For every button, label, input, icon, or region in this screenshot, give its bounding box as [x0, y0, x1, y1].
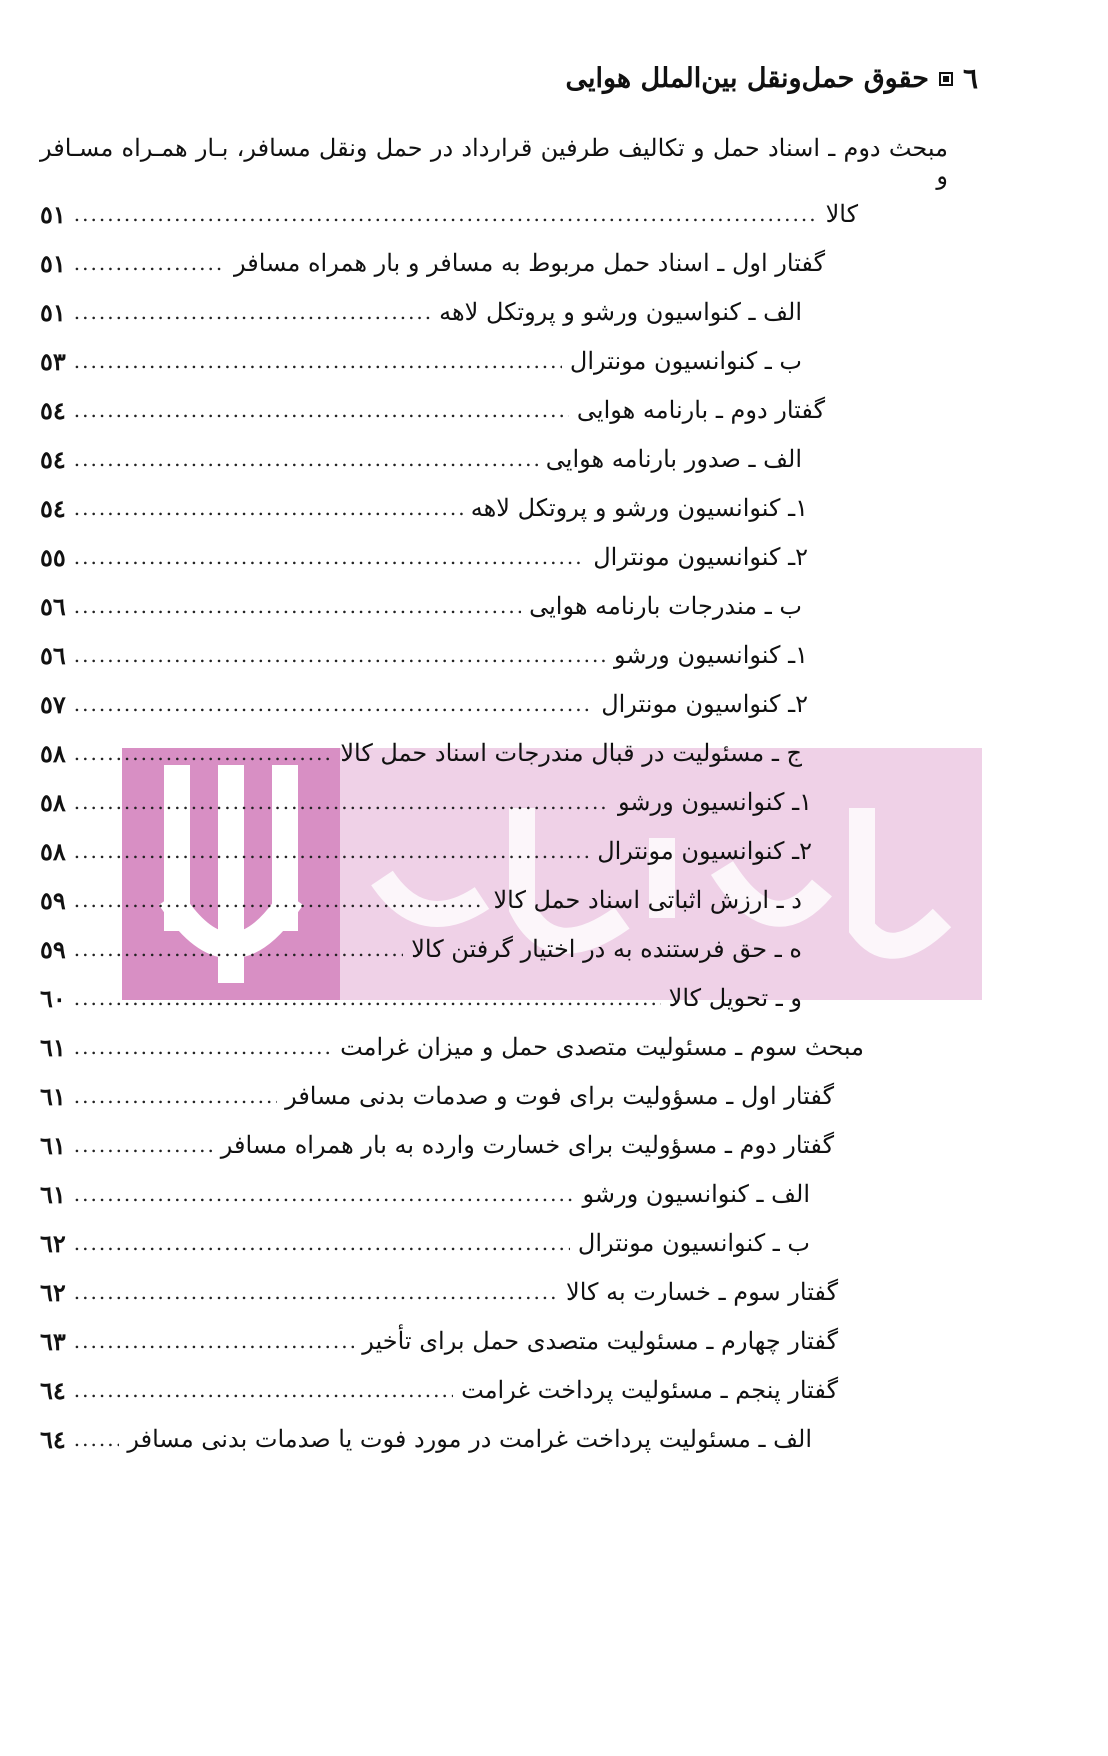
toc-entry[interactable] — [40, 1170, 810, 1218]
toc-entry-title: و ـ تحویل کالا — [668, 984, 802, 1012]
dot-leader — [74, 349, 562, 373]
toc-entry[interactable] — [40, 1072, 834, 1120]
dot-leader — [74, 937, 403, 961]
dot-leader — [74, 251, 226, 275]
toc-entry-page: ٦١ — [40, 1130, 66, 1160]
toc-entry-page: ٥٦ — [40, 640, 66, 670]
dot-leader — [74, 839, 589, 863]
toc-entry[interactable] — [40, 631, 808, 679]
dot-leader — [74, 888, 486, 912]
toc-entry-page: ٥١ — [40, 199, 66, 229]
dot-leader — [74, 1329, 355, 1353]
dot-leader — [74, 1280, 558, 1304]
toc-entry-page: ٥٧ — [40, 689, 66, 719]
toc-entry[interactable] — [40, 778, 812, 826]
toc-entry[interactable] — [40, 876, 802, 924]
dot-leader — [74, 741, 333, 765]
dot-leader — [74, 643, 606, 667]
toc-entry-page: ٦٣ — [40, 1326, 66, 1356]
toc-entry[interactable] — [40, 1317, 838, 1365]
toc-entry[interactable] — [40, 1219, 810, 1267]
toc-entry-title: گفتار اول ـ مسؤولیت برای فوت و صدمات بدنی مسافر — [285, 1082, 834, 1110]
toc-entry[interactable] — [40, 925, 802, 973]
toc-entry-page: ٦٠ — [40, 983, 66, 1013]
toc-entry-page: ٦١ — [40, 1179, 66, 1209]
toc-entry[interactable] — [40, 1415, 812, 1463]
toc-entry-title: الف ـ کنوانسیون ورشو — [582, 1180, 810, 1208]
toc-entry[interactable] — [40, 435, 802, 483]
toc-entry[interactable] — [40, 827, 812, 875]
toc-entry[interactable] — [40, 729, 802, 777]
toc-entry-title: ب ـ کنوانسیون مونترال — [577, 1229, 810, 1257]
dot-leader — [74, 1231, 570, 1255]
toc-entry[interactable] — [40, 974, 802, 1022]
dot-leader — [74, 1427, 120, 1451]
toc-entry-title: گفتار سوم ـ خسارت به کالا — [566, 1278, 838, 1306]
toc-entry[interactable] — [40, 190, 858, 238]
dot-leader — [74, 398, 569, 422]
toc-entry-title: گفتار چهارم ـ مسئولیت متصدی حمل برای تأخیر — [362, 1327, 838, 1355]
toc-entry-page: ٥٨ — [40, 787, 66, 817]
square-bullet-icon — [939, 72, 953, 86]
toc-entry[interactable] — [40, 337, 802, 385]
dot-leader — [74, 1182, 575, 1206]
toc-entry-title: گفتار پنجم ـ مسئولیت پرداخت غرامت — [461, 1376, 838, 1404]
toc-entry-title: گفتار دوم ـ بارنامه هوایی — [576, 396, 825, 424]
toc-entry[interactable] — [40, 1366, 838, 1414]
toc-entry-page: ٥٩ — [40, 934, 66, 964]
toc-entry-page: ٥٦ — [40, 591, 66, 621]
toc-entry[interactable] — [40, 1023, 864, 1071]
toc-entry-title: مبحث دوم ـ اسناد حمل و تکالیف طرفین قرارداد در حمل ونقل مسافر، بـار همـراه مسـافر و — [40, 134, 948, 190]
dot-leader — [74, 1035, 332, 1059]
toc-entry-page: ٥٣ — [40, 346, 66, 376]
toc-entry[interactable] — [40, 533, 808, 581]
toc-entry-title: الف ـ مسئولیت پرداخت غرامت در مورد فوت یا صدمات بدنی مسافر — [127, 1425, 812, 1453]
toc-entry[interactable] — [40, 386, 825, 434]
toc-entry-title: کالا — [825, 200, 858, 228]
toc-entry-title: ١ـ کنوانسیون ورشو — [614, 641, 808, 669]
toc-entry[interactable] — [40, 582, 802, 630]
toc-entry-title: د ـ ارزش اثباتی اسناد حمل کالا — [493, 886, 802, 914]
toc-entry-page: ٦٤ — [40, 1424, 66, 1454]
toc-entry-title: ٢ـ کنوانسیون مونترال — [593, 543, 808, 571]
dot-leader — [74, 790, 610, 814]
page-number: ٦ — [962, 62, 978, 95]
toc-entry-page: ٦٢ — [40, 1277, 66, 1307]
toc-entry-title: ه ـ حق فرستنده به در اختیار گرفتن کالا — [411, 935, 802, 963]
toc-entry-page: ٥٤ — [40, 493, 66, 523]
book-title: حقوق حمل‌ونقل بین‌الملل هوایی — [565, 63, 929, 94]
toc-entry-title: الف ـ صدور بارنامه هوایی — [545, 445, 802, 473]
toc-entry-title: ب ـ مندرجات بارنامه هوایی — [529, 592, 802, 620]
toc-entry-title: ٢ـ کنواسیون مونترال — [601, 690, 808, 718]
toc-entry-page: ٥٤ — [40, 444, 66, 474]
toc-entry-title: ب ـ کنوانسیون مونترال — [569, 347, 802, 375]
toc-entry-page: ٥٨ — [40, 836, 66, 866]
toc-entry-page: ٥١ — [40, 297, 66, 327]
toc-entry-page: ٦١ — [40, 1081, 66, 1111]
toc-entry[interactable] — [40, 239, 825, 287]
dot-leader — [74, 300, 431, 324]
toc-entry-page: ٦١ — [40, 1032, 66, 1062]
toc-entry-title: ١ـ کنوانسیون ورشو و پروتکل لاهه — [470, 494, 808, 522]
toc-entry-page: ٥٩ — [40, 885, 66, 915]
dot-leader — [74, 1133, 213, 1157]
toc-entry-title: گفتار اول ـ اسناد حمل مربوط به مسافر و بار همراه مسافر — [234, 249, 825, 277]
toc-entry-page: ٥٤ — [40, 395, 66, 425]
toc-entry-title: گفتار دوم ـ مسؤولیت برای خسارت وارده به بار همراه مسافر — [220, 1131, 834, 1159]
dot-leader — [74, 496, 463, 520]
dot-leader — [74, 986, 661, 1010]
dot-leader — [74, 545, 585, 569]
dot-leader — [74, 594, 521, 618]
toc-entry-wrapped-line1 — [40, 134, 948, 190]
toc-entry-title: ج ـ مسئولیت در قبال مندرجات اسناد حمل کالا — [340, 739, 802, 767]
dot-leader — [74, 202, 818, 226]
toc-entry-title: مبحث سوم ـ مسئولیت متصدی حمل و میزان غرامت — [340, 1033, 864, 1061]
toc-entry-page: ٥٨ — [40, 738, 66, 768]
toc-entry[interactable] — [40, 288, 802, 336]
toc-entry[interactable] — [40, 1268, 838, 1316]
toc-entry-title: الف ـ کنواسیون ورشو و پروتکل لاهه — [439, 298, 802, 326]
page-header — [565, 62, 978, 95]
dot-leader — [74, 1084, 277, 1108]
toc-entry-page: ٥٥ — [40, 542, 66, 572]
toc-entry[interactable] — [40, 484, 808, 532]
toc-entry[interactable] — [40, 680, 808, 728]
toc-entry-page: ٦٤ — [40, 1375, 66, 1405]
dot-leader — [74, 692, 593, 716]
toc-entry-page: ٥١ — [40, 248, 66, 278]
toc-entry[interactable] — [40, 1121, 834, 1169]
toc-entry-page: ٦٢ — [40, 1228, 66, 1258]
dot-leader — [74, 447, 538, 471]
dot-leader — [74, 1378, 453, 1402]
toc-entry-title: ١ـ کنوانسیون ورشو — [618, 788, 812, 816]
toc-entry-title: ٢ـ کنوانسیون مونترال — [597, 837, 812, 865]
